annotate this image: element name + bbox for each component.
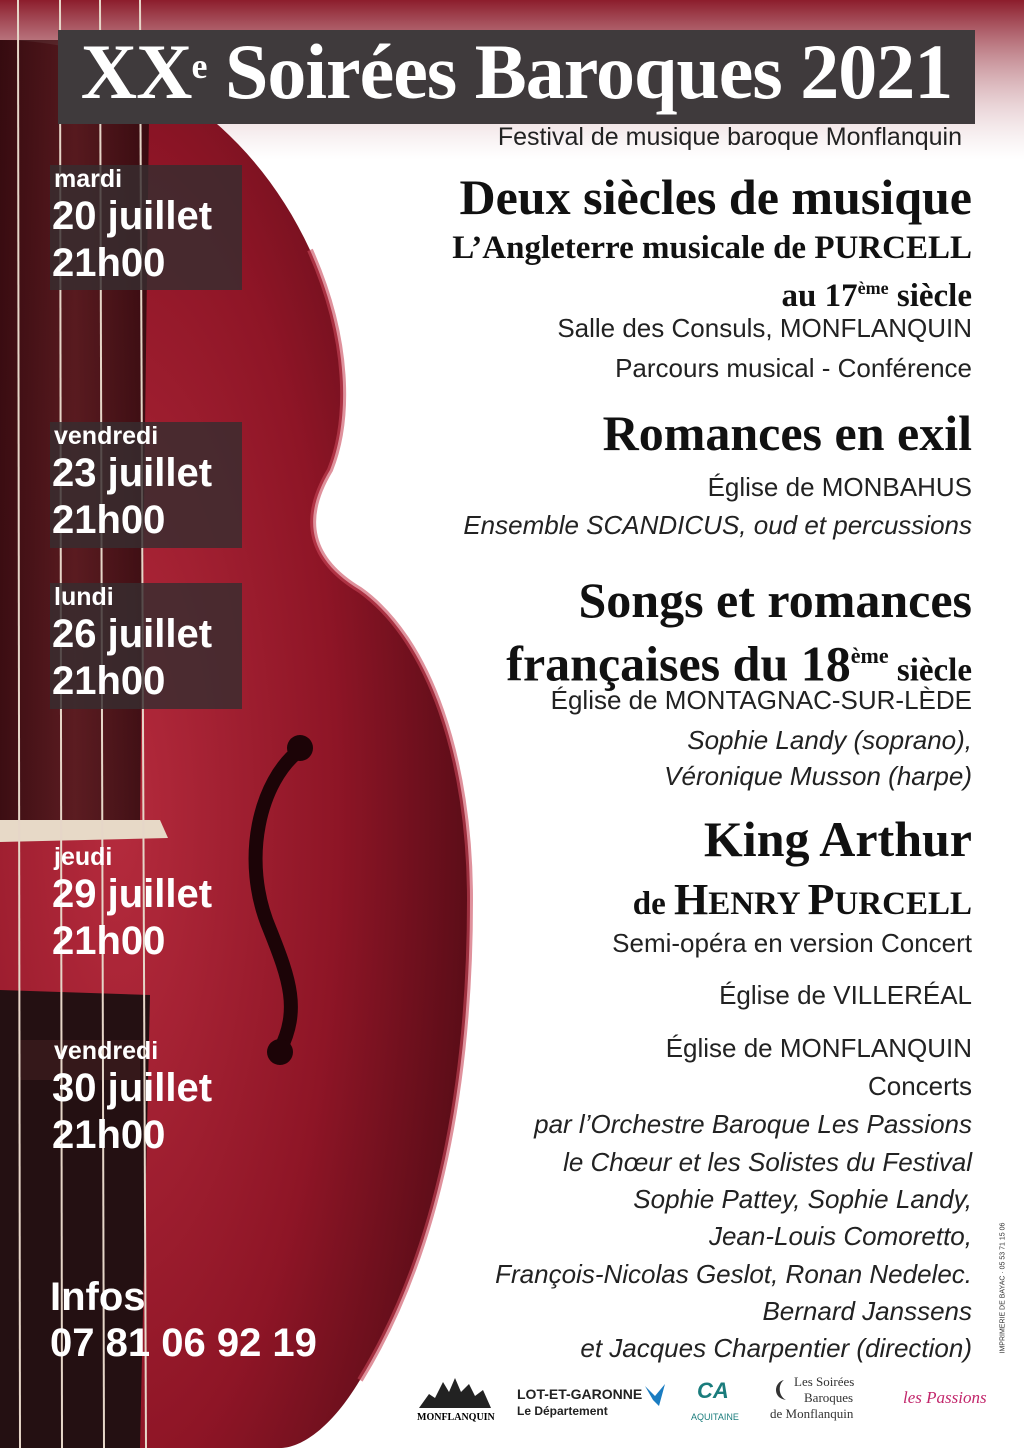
infos-phone: 07 81 06 92 19 [50, 1321, 317, 1365]
century-post: siècle [888, 278, 972, 314]
event4-form: Semi-opéra en version Concert [612, 928, 972, 958]
event3-performer-2: Véronique Musson (harpe) [664, 761, 972, 791]
date-time: 21h00 [52, 241, 166, 285]
lot-garonne-text-1: LOT-ET-GARONNE [517, 1386, 643, 1402]
event1-title: Deux siècles de musique [459, 169, 972, 225]
event4-composer [633, 872, 972, 932]
date-date: 26 juillet [52, 612, 213, 656]
date-box-5 [50, 1037, 242, 1163]
date-day: mardi [54, 165, 123, 193]
date-date: 20 juillet [52, 194, 213, 238]
e3-post: siècle [888, 652, 972, 689]
event3-performer-1: Sophie Landy (soprano), [687, 725, 972, 755]
title-sup: e [191, 46, 207, 86]
event2-title: Romances en exil [602, 405, 972, 461]
passions-text: les Passions [903, 1388, 987, 1407]
event4-venue-2: Église de MONFLANQUIN [665, 1033, 972, 1063]
title-prefix: XX [80, 28, 192, 115]
date-box-4 [50, 843, 242, 969]
date-box-2 [50, 422, 242, 548]
date-box-3 [50, 583, 242, 709]
soirees-text-3: de Monflanquin [770, 1406, 854, 1421]
event1-subtitle: L’Angleterre musicale de PURCELL [452, 230, 972, 266]
soirees-text-2: Baroques [804, 1390, 854, 1405]
event1-century [782, 268, 972, 316]
event2-detail: Ensemble SCANDICUS, oud et percussions [463, 510, 972, 540]
soirees-text-1: Les Soirées [794, 1374, 855, 1389]
festival-subtitle: Festival de musique baroque Monflanquin [497, 123, 962, 151]
lot-garonne-text-2: Le Département [517, 1404, 608, 1418]
monflanquin-village-icon [415, 1372, 495, 1412]
date-box-1 [50, 165, 242, 290]
date-day: lundi [54, 583, 114, 611]
ca-region: AQUITAINE [691, 1412, 739, 1422]
imprint [993, 1220, 1007, 1360]
lot-et-garonne-logo [517, 1372, 667, 1432]
monflanquin-logo [415, 1372, 495, 1432]
century-pre: au 17 [781, 278, 858, 314]
ca-mark: CA [697, 1378, 729, 1403]
e3-pre: françaises du 18 [506, 635, 851, 692]
event4-concerts: Concerts [867, 1071, 972, 1101]
les-passions-logo [903, 1372, 987, 1432]
event2-venue: Église de MONBAHUS [707, 472, 972, 502]
lot-garonne-bird-icon [643, 1382, 667, 1408]
event1-venue: Salle des Consuls, MONFLANQUIN [557, 313, 972, 343]
f-hole-bottom [267, 1039, 293, 1065]
credit-agricole-logo [685, 1372, 745, 1432]
composer-p: P [807, 875, 835, 924]
monflanquin-text: MONFLANQUIN [417, 1412, 495, 1423]
date-time: 21h00 [52, 659, 166, 703]
date-day: vendredi [54, 422, 159, 450]
performer-line: et Jacques Charpentier (direction) [580, 1333, 972, 1363]
f-hole-top [287, 735, 313, 761]
composer-enry: ENRY [708, 886, 800, 922]
moon-icon [770, 1378, 790, 1402]
infos-label: Infos [50, 1275, 146, 1319]
soirees-baroques-logo [770, 1372, 885, 1432]
performer-line: Jean-Louis Comoretto, [708, 1221, 972, 1251]
imprint-text: IMPRIMERIE DE BAYAC · 05 53 71 15 06 [999, 1222, 1007, 1354]
poster-title [58, 22, 975, 122]
performer-line: Bernard Janssens [762, 1296, 972, 1326]
event1-detail: Parcours musical - Conférence [615, 353, 972, 383]
composer-de: de [632, 886, 666, 922]
composer-urcell: URCELL [834, 886, 972, 922]
date-day: jeudi [54, 843, 113, 871]
date-time: 21h00 [52, 498, 166, 542]
date-date: 29 juillet [52, 872, 213, 916]
event4-title: King Arthur [703, 811, 972, 867]
date-day: vendredi [54, 1037, 159, 1065]
composer-h: H [673, 875, 709, 924]
performer-line: le Chœur et les Solistes du Festival [563, 1147, 972, 1177]
date-date: 23 juillet [52, 451, 213, 495]
date-date: 30 juillet [52, 1066, 213, 1110]
performer-line: Sophie Pattey, Sophie Landy, [633, 1184, 972, 1214]
event3-venue: Église de MONTAGNAC-SUR-LÈDE [550, 685, 972, 715]
event4-venue-1: Église de VILLERÉAL [719, 980, 972, 1010]
century-sup: ème [857, 278, 889, 298]
date-time: 21h00 [52, 1113, 166, 1157]
title-main: Soirées Baroques 2021 [224, 28, 953, 115]
date-time: 21h00 [52, 919, 166, 963]
e3-sup: ème [850, 643, 889, 668]
performer-line: François-Nicolas Geslot, Ronan Nedelec. [495, 1259, 972, 1289]
event3-title-line1: Songs et romances [578, 572, 972, 628]
sponsor-logos [415, 1372, 985, 1432]
performer-line: par l’Orchestre Baroque Les Passions [534, 1109, 972, 1139]
